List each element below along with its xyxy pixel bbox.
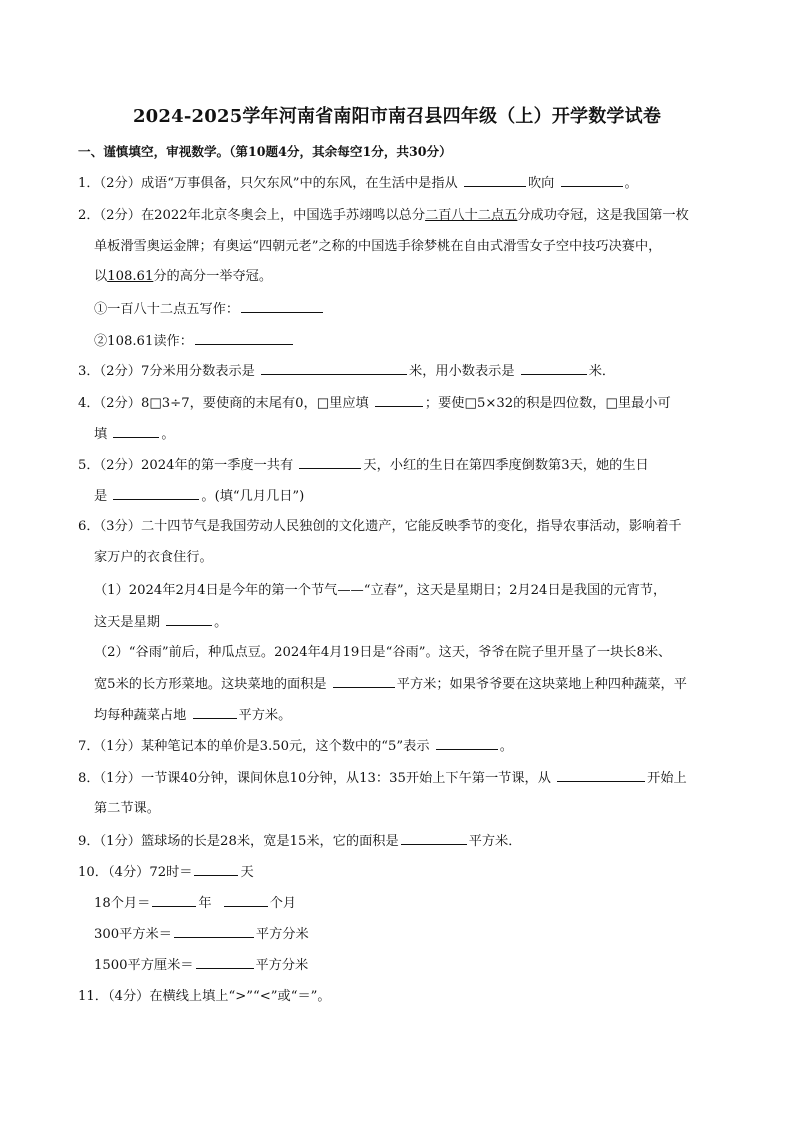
question-score: （2分） [99, 176, 141, 191]
question-2-sub-2 [94, 332, 295, 351]
question-text: 。 [214, 615, 228, 630]
answer-blank[interactable] [299, 456, 361, 469]
underlined-text: 108.61 [107, 269, 154, 284]
question-2-line-3 [94, 268, 272, 286]
question-text: ①一百八十二点五写作： [94, 302, 240, 317]
question-text: 天，小红的生日在第四季度倒数第3天，她的生日 [363, 458, 649, 473]
answer-blank[interactable] [113, 487, 199, 500]
question-text: 18个月＝ [94, 896, 151, 911]
question-text: 均每种蔬菜占地 [94, 708, 187, 723]
question-5-line-2 [94, 487, 304, 506]
question-text: 平方分米 [255, 958, 309, 973]
question-6-line-2: 家万户的衣食住行。 [94, 550, 213, 565]
question-text: 某种笔记本的单价是3.50元，这个数中的“5”表示 [140, 739, 430, 754]
question-score: （3分） [99, 519, 141, 534]
answer-blank[interactable] [241, 300, 323, 313]
question-text: 填 [94, 427, 108, 442]
question-text: 7分米用分数表示是 [140, 364, 255, 379]
question-text: 一节课40分钟，课间休息10分钟，从13：35开始上下午第一节课，从 [140, 771, 551, 786]
question-text: 。 [161, 427, 175, 442]
question-6-part-1: （1）2024年2月4日是今年的第一个节气——“立春”，这天是星期日；2月24日是我国的元宵节， [94, 583, 667, 598]
question-9 [78, 832, 521, 851]
question-text: 篮球场的长是28米，宽是15米，它的面积是 [140, 834, 399, 849]
question-number: 2． [78, 208, 100, 223]
answer-blank[interactable] [521, 362, 587, 375]
question-text: 分成功夺冠，这是我国第一枚 [517, 208, 689, 223]
question-text: 。 [624, 176, 638, 191]
question-number: 4． [78, 396, 100, 411]
answer-blank[interactable] [261, 362, 407, 375]
question-text: 二十四节气是我国劳动人民独创的文化遗产，它能反映季节的变化，指导农事活动，影响着千 [140, 519, 682, 534]
question-text: 在横线上填上“>”“<”或“＝”。 [149, 989, 331, 1004]
question-6-part-2: （2）“谷雨”前后，种瓜点豆。2024年4月19日是“谷雨”。这天，爷爷在院子里开垦了一块长8米、 [94, 645, 672, 660]
question-text: 米，用小数表示是 [409, 364, 515, 379]
question-2-line-2: 单板滑雪奥运金牌；有奥运“四朝元老”之称的中国选手徐梦桃在自由式滑雪女子空中技巧决赛中， [94, 239, 662, 254]
answer-blank[interactable] [113, 425, 159, 438]
question-text: 平方米；如果爷爷要在这块菜地上种四种蔬菜，平 [396, 677, 687, 692]
answer-blank[interactable] [193, 706, 237, 719]
answer-blank[interactable] [557, 769, 645, 782]
question-number: 10． [78, 865, 108, 880]
question-score: （2分） [99, 208, 141, 223]
question-score: （4分） [107, 865, 150, 880]
question-5 [78, 456, 649, 475]
question-text: 平方米。 [238, 708, 292, 723]
question-number: 1． [78, 176, 100, 191]
question-7 [78, 737, 513, 756]
answer-blank[interactable] [333, 675, 395, 688]
question-4 [78, 394, 671, 413]
question-text: ②108.61读作： [94, 334, 193, 349]
answer-blank[interactable] [224, 894, 268, 907]
answer-blank[interactable] [195, 332, 293, 345]
question-3 [78, 362, 615, 381]
question-text: 吹向 [527, 176, 555, 191]
question-text: 年 [198, 896, 212, 911]
question-6-part-1-line-2 [94, 613, 227, 632]
question-number: 8． [78, 771, 100, 786]
answer-blank[interactable] [152, 894, 196, 907]
question-number: 9． [78, 834, 100, 849]
question-4-line-2 [94, 425, 175, 444]
question-10-line-3 [94, 925, 309, 944]
answer-blank[interactable] [194, 863, 238, 876]
question-6-part-2-line-2 [94, 675, 687, 694]
question-text: 成语“万事俱备，只欠东风”中的东风，在生活中是指从 [140, 176, 458, 191]
answer-blank[interactable] [375, 394, 423, 407]
question-text: 72时＝ [149, 865, 193, 880]
question-number: 11． [78, 989, 108, 1004]
question-score: （1分） [99, 771, 141, 786]
question-text: 宽5米的长方形菜地。这块菜地的面积是 [94, 677, 327, 692]
question-number: 7． [78, 739, 100, 754]
question-10-line-2 [94, 894, 296, 913]
answer-blank[interactable] [196, 956, 254, 969]
section-heading: 一、谨慎填空，审视数学。（第10题4分，其余每空1分，共30分） [78, 144, 452, 159]
question-text: 是 [94, 489, 108, 504]
question-score: （1分） [99, 834, 141, 849]
question-text: 在2022年北京冬奥会上，中国选手苏翊鸣以总分 [140, 208, 426, 223]
answer-blank[interactable] [174, 925, 254, 938]
answer-blank[interactable] [401, 832, 467, 845]
question-text: 2024年的第一季度一共有 [140, 458, 294, 473]
question-text: 平方分米 [255, 927, 309, 942]
question-text: 米． [588, 364, 616, 379]
question-text: 个月 [269, 896, 297, 911]
question-text: 开始上 [647, 771, 687, 786]
question-text: 这天是星期 [94, 615, 160, 630]
question-number: 5． [78, 458, 100, 473]
question-2-sub-1 [94, 300, 325, 319]
question-2 [78, 207, 689, 225]
question-text: 1500平方厘米＝ [94, 958, 194, 973]
question-6 [78, 518, 682, 536]
question-8 [78, 769, 687, 788]
answer-blank[interactable] [464, 174, 526, 187]
answer-blank[interactable] [561, 174, 623, 187]
question-text: 。(填“几月几日”) [201, 489, 305, 504]
answer-blank[interactable] [436, 737, 498, 750]
question-11 [78, 988, 331, 1006]
question-score: （4分） [107, 989, 150, 1004]
question-number: 6． [78, 519, 100, 534]
question-8-line-2: 第二节课。 [94, 801, 160, 816]
question-score: （2分） [99, 364, 141, 379]
question-10 [78, 863, 254, 882]
question-6-part-2-line-3 [94, 706, 291, 725]
question-number: 3． [78, 364, 100, 379]
question-score: （2分） [99, 458, 141, 473]
question-1 [78, 174, 638, 193]
question-text: 分的高分一举夺冠。 [153, 269, 273, 284]
question-10-line-4 [94, 956, 308, 975]
question-text: 以 [94, 269, 108, 284]
question-text: ；要使□5×32的积是四位数，□里最小可 [424, 396, 671, 411]
question-text: 300平方米＝ [94, 927, 172, 942]
question-score: （2分） [99, 396, 141, 411]
question-score: （1分） [99, 739, 141, 754]
page-title: 2024-2025学年河南省南阳市南召县四年级（上）开学数学试卷 [132, 106, 662, 127]
question-text: 。 [499, 739, 513, 754]
underlined-text: 二百八十二点五 [425, 208, 518, 223]
question-text: 8□3÷7，要使商的末尾有0，□里应填 [140, 396, 369, 411]
question-text: 天 [240, 865, 254, 880]
answer-blank[interactable] [166, 613, 212, 626]
question-text: 平方米． [468, 834, 522, 849]
